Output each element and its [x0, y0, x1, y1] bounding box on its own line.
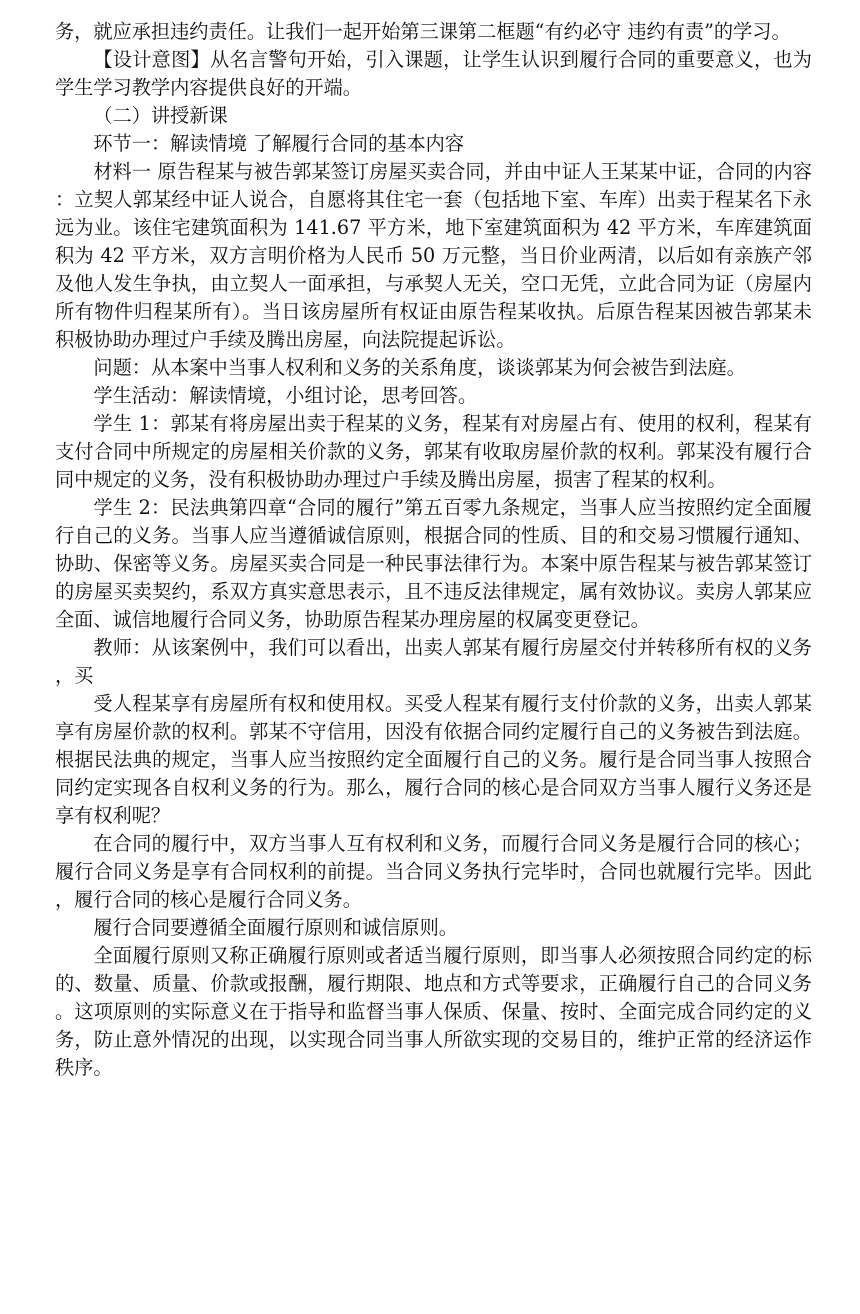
paragraph-student-one: 学生 1：郭某有将房屋出卖于程某的义务，程某有对房屋占有、使用的权利，程某有支付合同中所规定的房屋相关价款的义务，郭某有收取房屋价款的权利。郭某没有履行合同中规定的义务，没有积极协助办理过户手续及腾出房屋，损害了程某的权利。 [55, 412, 812, 491]
document-page [55, 18, 812, 1082]
paragraph-core-obligation: 在合同的履行中，双方当事人互有权利和义务，而履行合同义务是履行合同的核心；履行合同义务是享有合同权利的前提。当合同义务执行完毕时，合同也就履行完毕。因此，履行合同的核心是履行合同义务。 [55, 832, 812, 911]
paragraph-design-intent: 【设计意图】从名言警句开始，引入课题，让学生认识到履行合同的重要意义，也为学生学习教学内容提供良好的开端。 [55, 48, 812, 99]
paragraph-full-performance: 全面履行原则又称正确履行原则或者适当履行原则，即当事人必须按照合同约定的标的、数量、质量、价款或报酬，履行期限、地点和方式等要求，正确履行自己的合同义务。这项原则的实际意义在于指导和监督当事人保质、保量、按时、全面完成合同约定的义务，防止意外情况的出现，以实现合同当事人所欲实现的交易目的，维护正常的经济运作秩序。 [55, 944, 812, 1079]
section-heading-new-lesson: （二）讲授新课 [93, 104, 228, 127]
paragraph-teacher-continued: 受人程某享有房屋所有权和使用权。买受人程某有履行支付价款的义务，出卖人郭某享有房屋价款的权利。郭某不守信用，因没有依据合同约定履行自己的义务被告到法庭。根据民法典的规定，当事人应当按照约定全面履行自己的义务。履行是合同当事人按照合同约定实现各自权利义务的行为。那么，履行合同的核心是合同双方当事人履行义务还是享有权利呢？ [55, 692, 812, 827]
paragraph-question: 问题：从本案中当事人权利和义务的关系角度，谈谈郭某为何会被告到法庭。 [93, 356, 746, 379]
paragraph-continuation: 务，就应承担违约责任。让我们一起开始第三课第二框题“有约必守 违约有责”的学习。 [55, 20, 791, 43]
section-heading-step-one: 环节一：解读情境 了解履行合同的基本内容 [93, 132, 465, 155]
paragraph-student-two: 学生 2：民法典第四章“合同的履行”第五百零九条规定，当事人应当按照约定全面履行自己的义务。当事人应当遵循诚信原则，根据合同的性质、目的和交易习惯履行通知、协助、保密等义务。房屋买卖合同是一种民事法律行为。本案中原告程某与被告郭某签订的房屋买卖契约，系双方真实意思表示，且不违反法律规定，属有效协议。卖房人郭某应全面、诚信地履行合同义务，协助原告程某办理房屋的权属变更登记。 [55, 496, 812, 631]
paragraph-material-one: 材料一 原告程某与被告郭某签订房屋买卖合同，并由中证人王某某中证，合同的内容：立契人郭某经中证人说合，自愿将其住宅一套（包括地下室、车库）出卖于程某名下永远为业。该住宅建筑面积为 141.67 平方米，地下室建筑面积为 42 平方米，车库建筑面积为 42 平方米，双方言明价格为人民币 50 万元整，当日价业两清，以后如有亲族产邻及他人发生争执，由立契人一面承担，与承契人无关，空口无凭，立此合同为证（房屋内所有物件归程某所有）。当日该房屋所有权证由原告程某收执。后原告程某因被告郭某未积极协助办理过户手续及腾出房屋，向法院提起诉讼。 [55, 160, 812, 351]
paragraph-teacher: 教师：从该案例中，我们可以看出，出卖人郭某有履行房屋交付并转移所有权的义务，买 [55, 636, 812, 687]
paragraph-principles: 履行合同要遵循全面履行原则和诚信原则。 [93, 916, 458, 939]
paragraph-student-activity: 学生活动：解读情境，小组讨论，思考回答。 [93, 384, 478, 407]
